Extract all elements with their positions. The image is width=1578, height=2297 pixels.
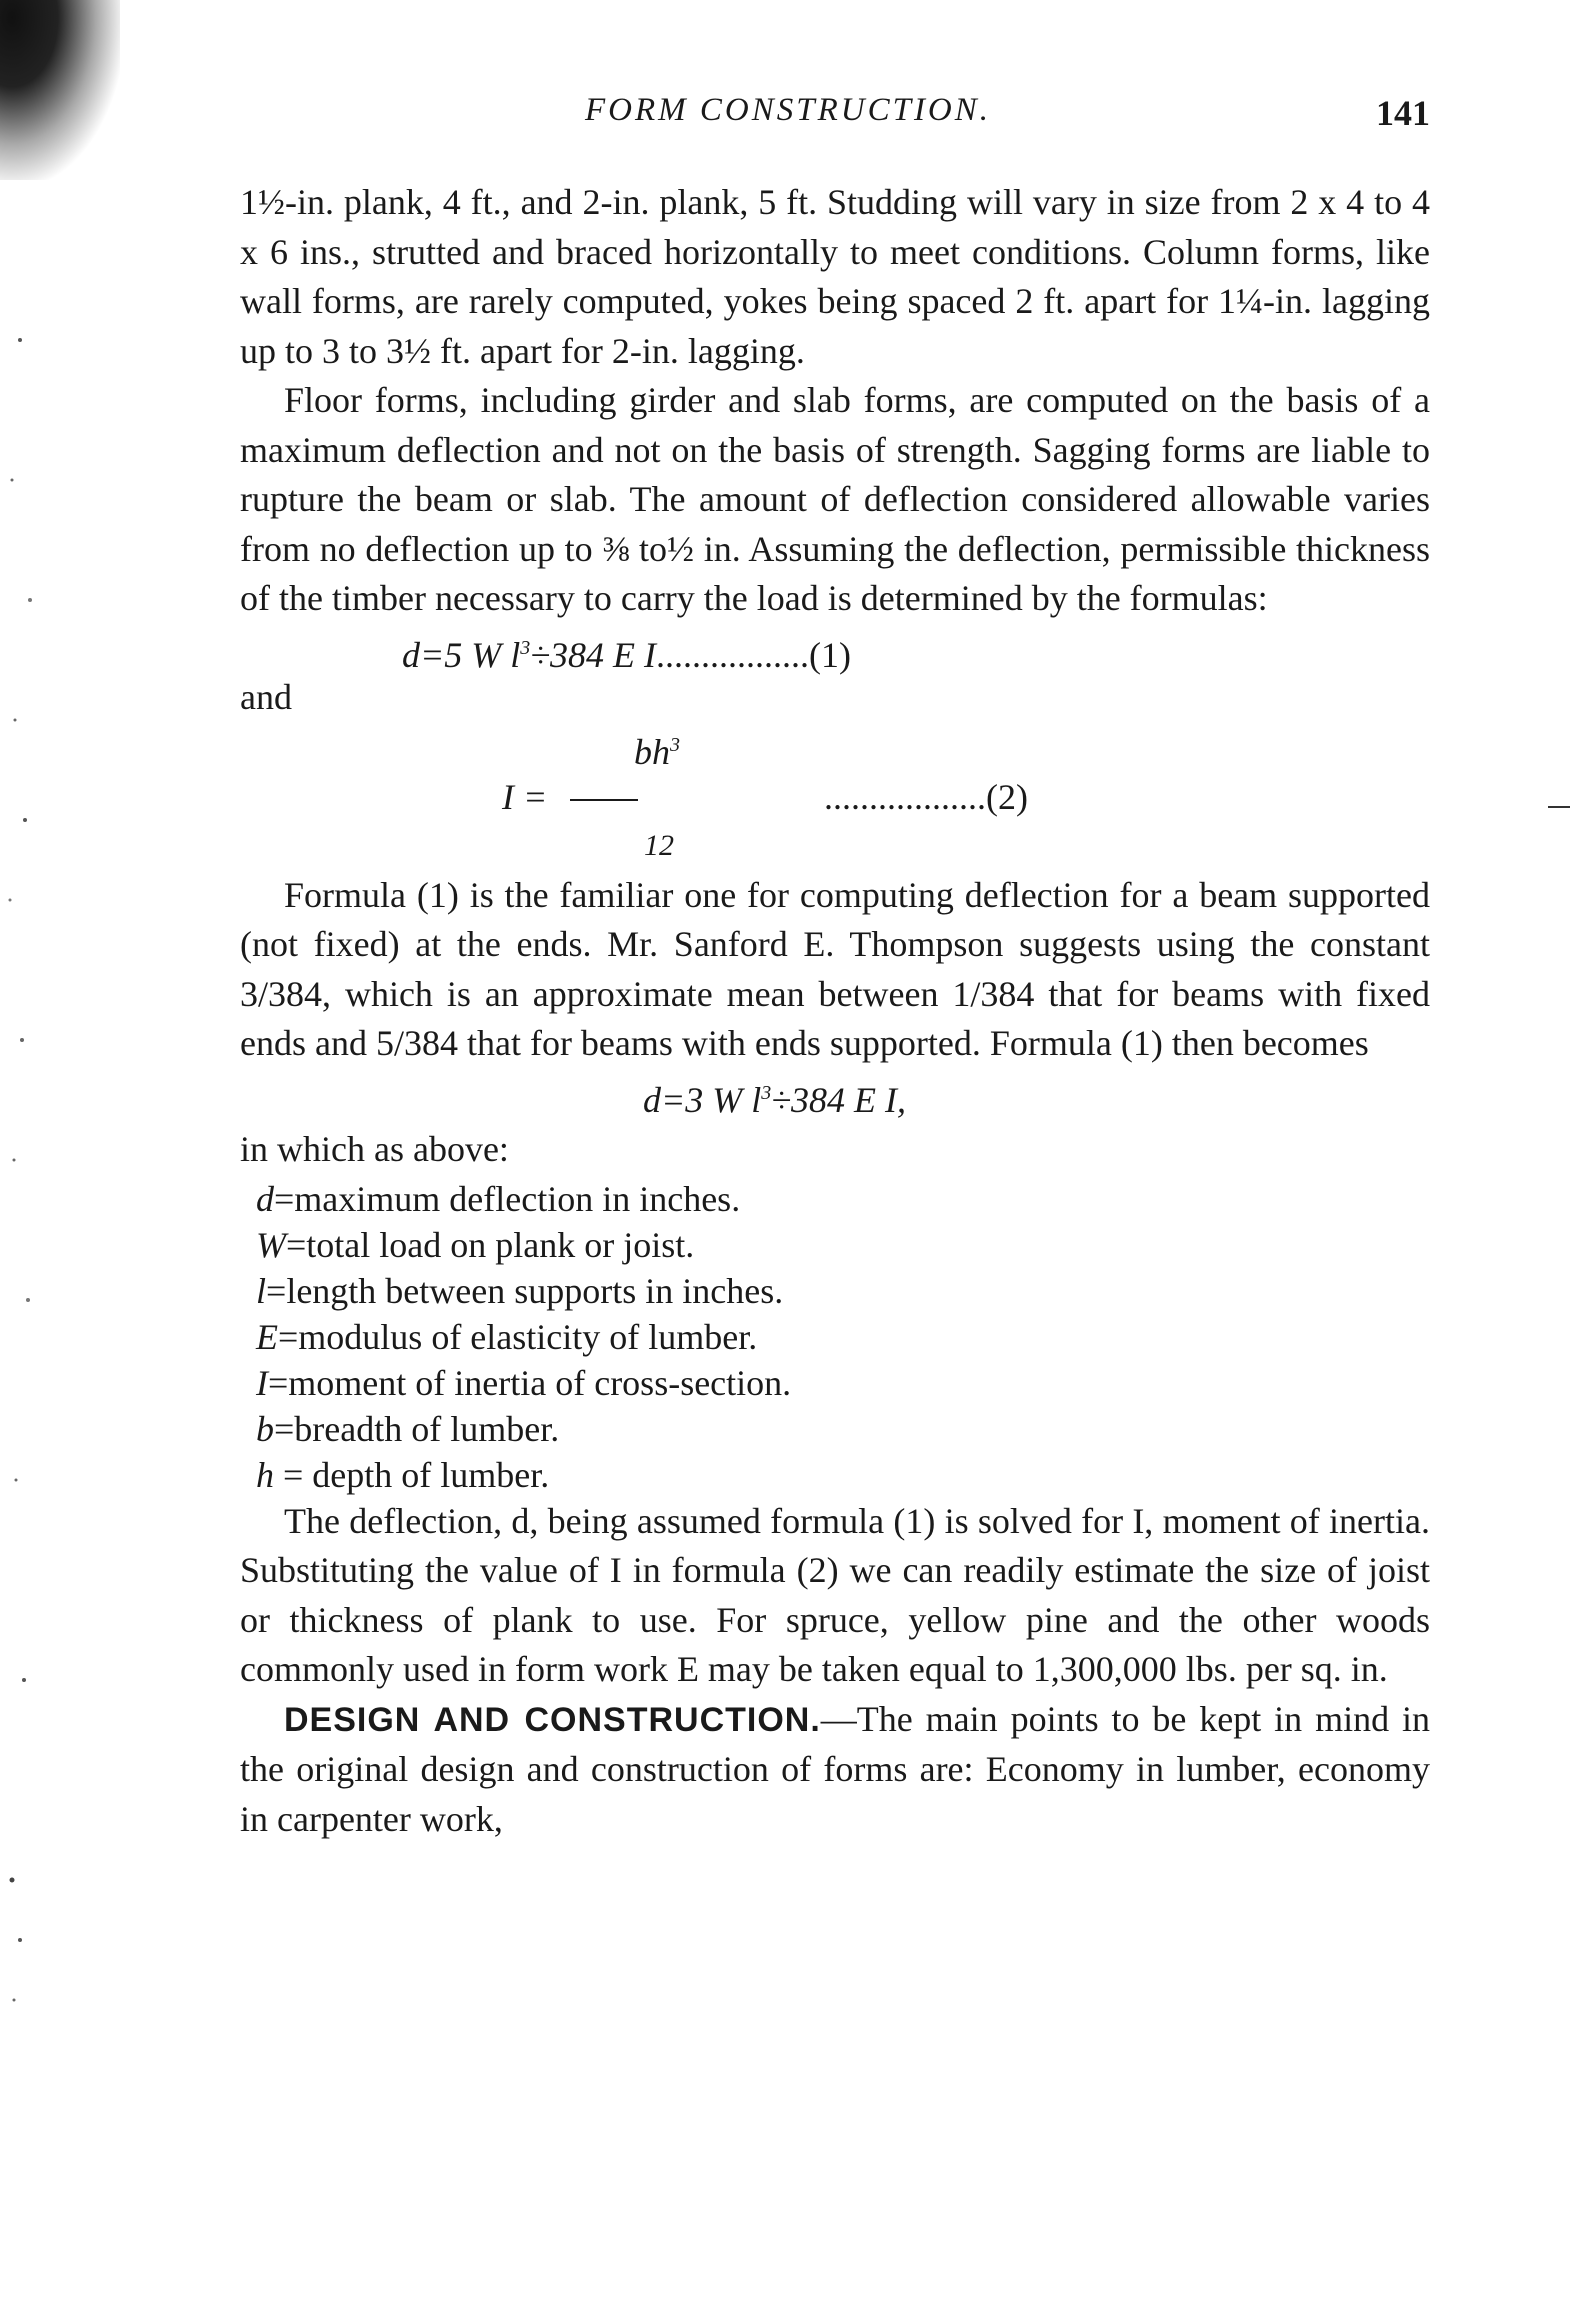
formula-2-numerator-text: bh [634, 731, 670, 772]
definition-symbol: I [256, 1362, 268, 1403]
formula-2-denominator: 12 [644, 828, 674, 862]
definition-text: =maximum deflection in inches. [274, 1178, 741, 1219]
paragraph-1: 1½-in. plank, 4 ft., and 2-in. plank, 5 ft. Studding will vary in size from 2 x 4 to 4 x 6 ins., strutted and braced horizontally to meet conditions. Column forms, like wall forms, are rarely computed, yokes being spaced 2 ft. apart for 1¼-in. lagging up to 3 to 3½ ft. apart for 2-in. lagging. [240, 182, 1430, 371]
definition-item [256, 1313, 1430, 1359]
formula-1-leader: .................(1) [656, 634, 852, 675]
running-head: FORM CONSTRUCTION. [585, 92, 992, 128]
definition-symbol: l [256, 1270, 267, 1311]
formula-2-lhs: I = [502, 776, 548, 817]
formula-3-exponent: 3 [761, 1081, 772, 1104]
section-heading: DESIGN AND CONSTRUCTION. [284, 1700, 821, 1739]
formula-2-leader: ..................(2) [824, 776, 1028, 817]
formula-2-numerator [634, 721, 680, 778]
definition-symbol: b [256, 1408, 274, 1449]
definition-item [256, 1175, 1430, 1221]
definition-symbol: W [256, 1224, 286, 1265]
paragraph-4: in which as above: [240, 1129, 509, 1169]
margin-mark [1548, 806, 1570, 808]
formula-1 [240, 624, 1430, 673]
scan-shadow [0, 0, 120, 180]
paragraph-2: Floor forms, including girder and slab forms, are computed on the basis of a maximum deflection and not on the basis of strength. Sagging forms are liable to rupture the beam or slab. The amount of deflection considered allowable varies from no deflection up to ⅜ to½ in. Assuming the deflection, permissible thickness of the timber necessary to carry the load is determined by the formulas: [240, 380, 1430, 618]
definition-text: = depth of lumber. [274, 1454, 550, 1495]
definition-text: =modulus of elasticity of lumber. [278, 1316, 758, 1357]
definition-text: =total load on plank or joist. [286, 1224, 695, 1265]
paragraph-6-text: —The main points to be kept in mind in the original design and construction of forms are: Economy in lumber, economy in carpenter work, [240, 1698, 1430, 1839]
formula-2-numerator-exponent: 3 [670, 733, 680, 756]
definition-symbol: d [256, 1178, 274, 1219]
and-word: and [240, 676, 292, 717]
formula-3 [240, 1069, 1430, 1126]
formula-1-exponent: 3 [520, 636, 531, 659]
formula-2-fraction-bar [570, 799, 638, 801]
definition-text: =breadth of lumber. [274, 1408, 560, 1449]
page-header [240, 92, 1430, 132]
formula-3-expr-a: d=3 W l [643, 1079, 762, 1120]
definition-list [240, 1175, 1430, 1497]
formula-1-expr-a: d=5 W l [402, 634, 521, 675]
formula-1-expr-b: ÷384 E I [530, 634, 657, 675]
definition-item [256, 1267, 1430, 1313]
definition-text: =moment of inertia of cross-section. [268, 1362, 792, 1403]
formula-3-expr-b: ÷384 E I, [771, 1079, 907, 1120]
paragraph-6 [240, 1695, 1430, 1845]
scan-specks [0, 180, 90, 2180]
definition-item [256, 1221, 1430, 1267]
definition-item [256, 1451, 1430, 1497]
definition-item [256, 1359, 1430, 1405]
paragraph-3: Formula (1) is the familiar one for computing deflection for a beam supported (not fixed) at the ends. Mr. Sanford E. Thompson suggests using the constant 3/384, which is an approximate mean between 1/384 that for beams with fixed ends and 5/384 that for beams with ends supported. Formula (1) then becomes [240, 874, 1430, 1063]
formula-2 [240, 721, 1430, 871]
definition-item [256, 1405, 1430, 1451]
definition-symbol: h [256, 1454, 274, 1495]
definition-symbol: E [256, 1316, 278, 1357]
definition-text: =length between supports in inches. [266, 1270, 784, 1311]
page-body [240, 178, 1430, 1844]
paragraph-5: The deflection, d, being assumed formula (1) is solved for I, moment of inertia. Substituting the value of I in formula (2) we can readily estimate the size of joist or thickness of plank to use. For spruce, yellow pine and the other woods commonly used in form work E may be taken equal to 1,300,000 lbs. per sq. in. [240, 1500, 1430, 1689]
page-number: 141 [1376, 93, 1430, 133]
